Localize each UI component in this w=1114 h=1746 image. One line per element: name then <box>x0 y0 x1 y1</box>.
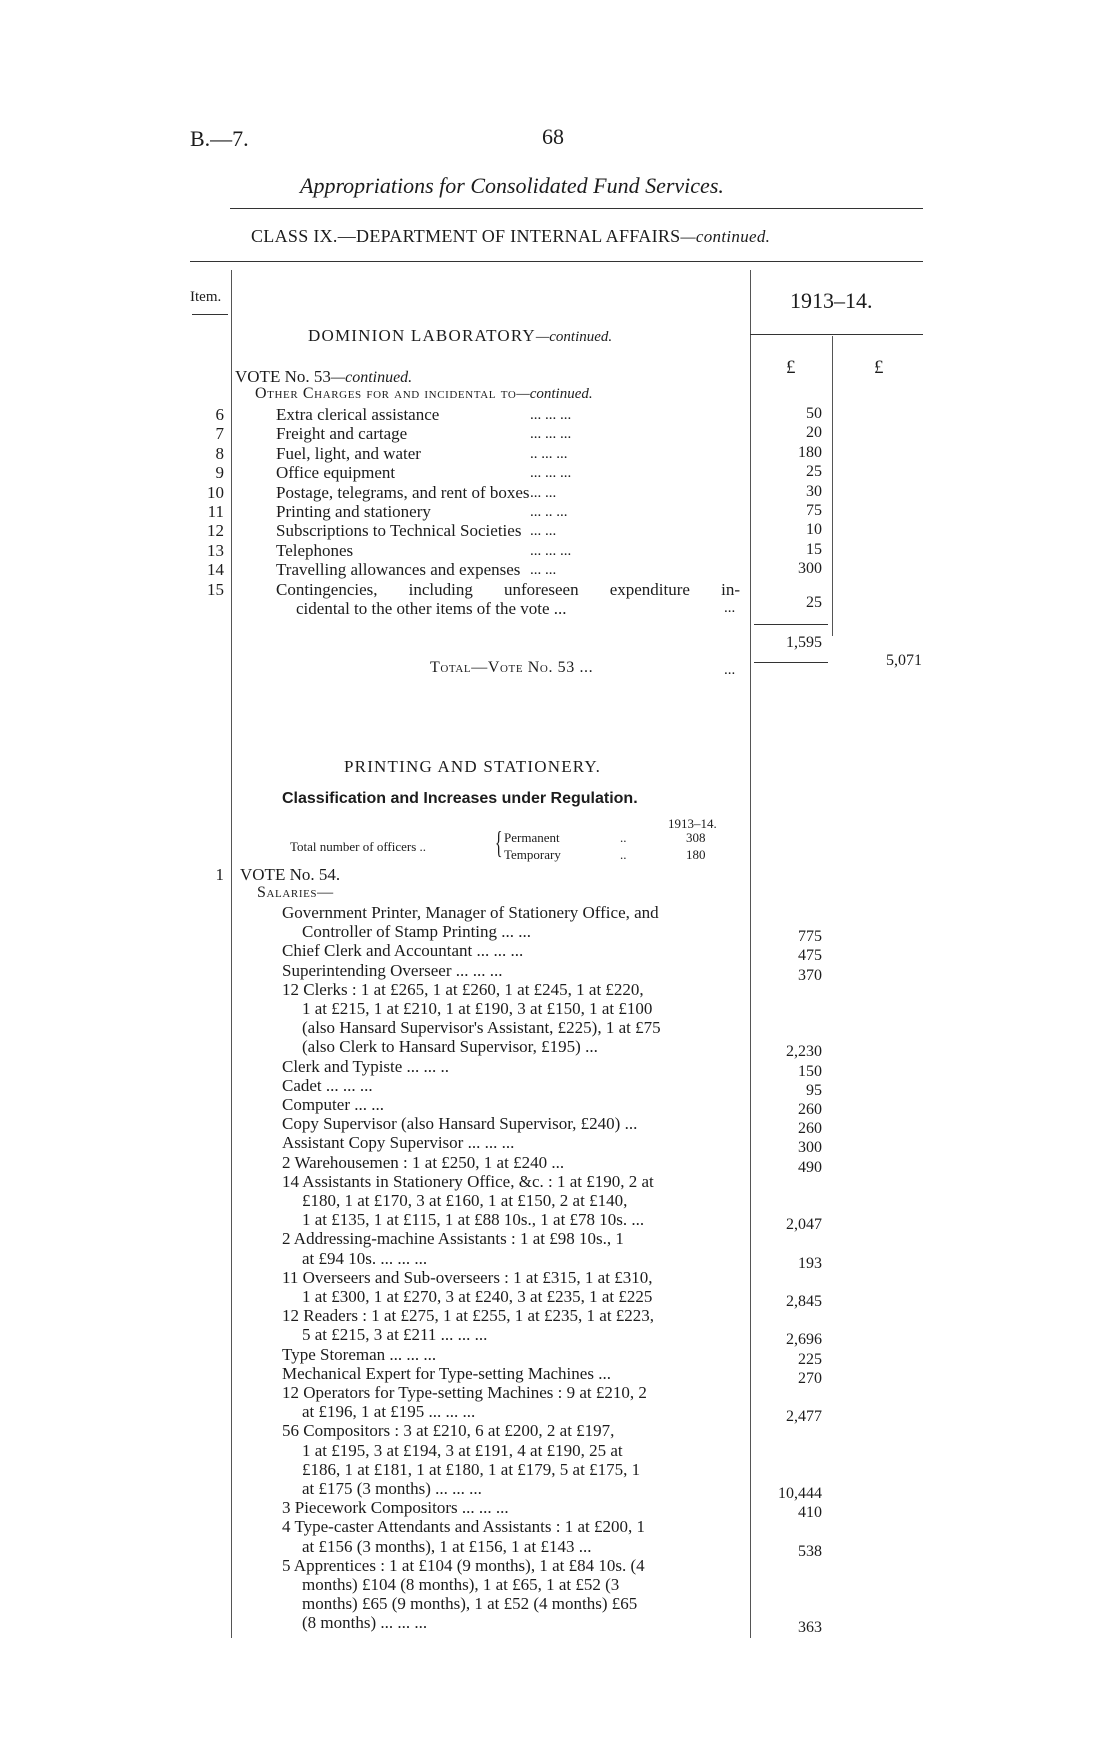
dot-leader: ... ... ... <box>530 542 572 559</box>
other-charges-suffix: —continued. <box>516 386 593 402</box>
contingencies-amount: 25 <box>806 594 822 611</box>
salary-amount: 260 <box>798 1101 822 1118</box>
salary-line: (also Hansard Supervisor's Assistant, £225), 1 at £75 <box>302 1018 661 1038</box>
currency-symbol-1: £ <box>786 357 796 378</box>
item-column-divider <box>231 270 232 1638</box>
item-description: Printing and stationery <box>276 502 431 521</box>
item-column-header: Item. <box>190 289 222 305</box>
item-amount: 10 <box>806 521 822 539</box>
salary-line: at £196, 1 at £195 ... ... ... <box>302 1402 476 1422</box>
laboratory-section-title <box>308 326 612 346</box>
item-amount: 180 <box>798 443 822 461</box>
salary-line: 12 Readers : 1 at £275, 1 at £255, 1 at £235, 1 at £223, <box>282 1306 655 1326</box>
salary-amount: 95 <box>806 1081 822 1099</box>
contingencies-line-1 <box>276 580 740 600</box>
salary-amount: 2,696 <box>786 1331 822 1349</box>
salary-line: 1 at £135, 1 at £115, 1 at £88 10s., 1 at £78 10s. ... <box>302 1210 645 1230</box>
salary-line: Chief Clerk and Accountant ... ... ... <box>282 941 524 961</box>
item-number: 12 <box>207 521 224 541</box>
item-number: 11 <box>207 502 224 521</box>
temporary-count: 180 <box>686 847 706 862</box>
vote-53-total-leader: ... <box>724 662 736 678</box>
permanent-leader: .. <box>620 830 627 845</box>
classification-heading: Classification and Increases under Regulation. <box>282 790 638 807</box>
salary-amount: 193 <box>798 1254 822 1272</box>
vote-53-total-label: Total—Vote No. 53 ... <box>430 659 594 676</box>
salary-amount: 2,845 <box>786 1293 822 1310</box>
dot-leader: ... ... ... <box>530 465 572 482</box>
salary-line: months) £65 (9 months), 1 at £52 (4 months) £65 <box>302 1594 638 1614</box>
item-number: 1 <box>215 865 224 884</box>
dot-leader: ... ... ... <box>530 426 572 443</box>
item-number: 8 <box>215 443 224 463</box>
salary-amount: 150 <box>798 1062 822 1080</box>
salary-line: Clerk and Typiste ... ... .. <box>282 1056 450 1076</box>
dot-leader: .. ... ... <box>530 445 568 462</box>
item-amount: 15 <box>806 540 822 558</box>
document-code: B.—7. <box>190 126 249 151</box>
salary-line: 3 Piecework Compositors ... ... ... <box>282 1498 509 1518</box>
salary-line: at £175 (3 months) ... ... ... <box>302 1479 482 1498</box>
item-amount: 75 <box>806 502 822 519</box>
item-number: 9 <box>215 463 224 483</box>
salary-amount: 2,047 <box>786 1216 822 1234</box>
salary-amount: 2,230 <box>786 1043 822 1061</box>
salary-line: Computer ... ... <box>282 1095 384 1114</box>
officers-year: 1913–14. <box>668 816 717 831</box>
other-charges-text: Other Charges for and incidental to <box>255 385 517 402</box>
dot-leader: ... ... <box>530 523 557 540</box>
salary-line: 2 Warehousemen : 1 at £250, 1 at £240 ... <box>282 1152 565 1172</box>
salary-line: 5 Apprentices : 1 at £104 (9 months), 1 at £84 10s. (4 <box>282 1555 645 1575</box>
item-description: Extra clerical assistance <box>276 405 440 424</box>
printing-section-title: PRINTING AND STATIONERY. <box>344 757 602 776</box>
contingencies-line-1-text: Contingencies, including unforeseen expenditure in- <box>276 580 740 599</box>
vote-53-text: VOTE No. 53 <box>235 367 331 386</box>
salary-line: 11 Overseers and Sub-overseers : 1 at £315, 1 at £310, <box>282 1267 653 1287</box>
salary-line: £186, 1 at £181, 1 at £180, 1 at £179, 5 at £175, 1 <box>302 1459 641 1479</box>
page-title: Appropriations for Consolidated Fund Services. <box>300 173 724 198</box>
salary-line: 1 at £195, 3 at £194, 3 at £191, 4 at £190, 25 at <box>302 1440 623 1460</box>
salary-amount: 2,477 <box>786 1408 822 1426</box>
class-heading <box>251 226 770 247</box>
salary-line: 1 at £215, 1 at £210, 1 at £190, 3 at £150, 1 at £100 <box>302 999 653 1018</box>
vote-54-label: VOTE No. 54. <box>240 865 341 884</box>
salary-line: 1 at £300, 1 at £270, 3 at £240, 3 at £235, 1 at £225 <box>302 1287 653 1306</box>
class-rule <box>190 261 923 262</box>
salary-amount: 10,444 <box>778 1485 822 1502</box>
salary-amount: 475 <box>798 947 822 965</box>
subtotal-rule <box>754 624 828 625</box>
item-header-underline <box>192 314 228 315</box>
laboratory-title-suffix: —continued. <box>535 329 613 345</box>
currency-symbol-2: £ <box>874 357 884 378</box>
item-number: 6 <box>215 405 224 424</box>
officers-brace: { <box>494 824 503 860</box>
salary-amount: 775 <box>798 928 822 946</box>
class-heading-suffix: —continued. <box>680 227 771 246</box>
salary-amount: 370 <box>798 966 822 984</box>
salary-line: 5 at £215, 3 at £211 ... ... ... <box>302 1325 488 1345</box>
item-description: Postage, telegrams, and rent of boxes <box>276 482 530 502</box>
salary-line: Superintending Overseer ... ... ... <box>282 960 503 980</box>
item-number: 13 <box>207 540 224 560</box>
salary-line: 2 Addressing-machine Assistants : 1 at £98 10s., 1 <box>282 1229 624 1249</box>
item-amount: 300 <box>798 560 822 578</box>
salary-line: at £156 (3 months), 1 at £156, 1 at £143 ... <box>302 1536 592 1556</box>
salary-line: Copy Supervisor (also Hansard Supervisor, £240) ... <box>282 1114 638 1134</box>
contingencies-line-2: cidental to the other items of the vote ... <box>296 599 567 618</box>
officers-label: Total number of officers .. <box>290 839 427 854</box>
amount-column-divider-left <box>750 270 751 1638</box>
temporary-label: Temporary <box>504 847 561 862</box>
year-column-header: 1913–14. <box>790 288 873 313</box>
salary-amount: 270 <box>798 1369 822 1387</box>
salary-amount: 363 <box>798 1619 822 1637</box>
salary-line: Mechanical Expert for Type-setting Machines ... <box>282 1363 611 1383</box>
salary-line: Cadet ... ... ... <box>282 1075 373 1095</box>
salary-amount: 490 <box>798 1158 822 1176</box>
salary-amount: 260 <box>798 1120 822 1138</box>
item-number: 7 <box>215 424 224 444</box>
item-description: Subscriptions to Technical Societies <box>276 521 522 541</box>
salary-line: Controller of Stamp Printing ... ... <box>302 922 532 942</box>
laboratory-title-text: DOMINION LABORATORY <box>308 326 536 345</box>
salary-line: 12 Operators for Type-setting Machines : 9 at £210, 2 <box>282 1383 647 1402</box>
vote-53-label <box>235 367 412 387</box>
temporary-leader: .. <box>620 847 627 862</box>
contingencies-leader: ... <box>724 600 736 616</box>
item-amount: 25 <box>806 463 822 481</box>
permanent-label: Permanent <box>504 830 560 845</box>
laboratory-subtotal: 1,595 <box>786 634 822 651</box>
item-description: Freight and cartage <box>276 424 408 444</box>
salary-line: £180, 1 at £170, 3 at £160, 1 at £150, 2 at £140, <box>302 1191 628 1210</box>
item-amount: 20 <box>806 424 822 442</box>
title-rule <box>230 208 923 209</box>
salary-line: (8 months) ... ... ... <box>302 1613 428 1633</box>
dot-leader: ... ... <box>530 484 557 501</box>
item-description: Travelling allowances and expenses <box>276 560 521 580</box>
salary-line: Government Printer, Manager of Stationery Office, and <box>282 903 659 922</box>
salary-line: at £94 10s. ... ... ... <box>302 1248 428 1268</box>
dot-leader: ... ... ... <box>530 407 572 423</box>
permanent-count: 308 <box>686 830 706 845</box>
item-description: Fuel, light, and water <box>276 443 421 463</box>
salary-line: 14 Assistants in Stationery Office, &c. : 1 at £190, 2 at <box>282 1171 654 1191</box>
year-header-rule <box>750 334 923 335</box>
item-description: Telephones <box>276 540 354 560</box>
item-description: Office equipment <box>276 463 396 483</box>
salaries-subheading: Salaries— <box>257 884 334 901</box>
salary-amount: 300 <box>798 1139 822 1157</box>
vote-53-suffix: —continued. <box>330 369 413 386</box>
salary-line: Type Storeman ... ... ... <box>282 1344 437 1364</box>
item-number: 15 <box>207 580 224 599</box>
vote-53-total-amount: 5,071 <box>886 652 922 669</box>
item-number: 14 <box>207 560 224 580</box>
salary-line: 12 Clerks : 1 at £265, 1 at £260, 1 at £245, 1 at £220, <box>282 979 644 999</box>
page-number: 68 <box>542 124 564 149</box>
salary-line: (also Clerk to Hansard Supervisor, £195) ... <box>302 1037 598 1057</box>
amount-column-divider-mid <box>832 336 833 636</box>
other-charges-subheading <box>255 385 593 403</box>
class-heading-text: CLASS IX.—DEPARTMENT OF INTERNAL AFFAIRS <box>251 226 681 246</box>
salary-amount: 538 <box>798 1542 822 1560</box>
salary-line: months) £104 (8 months), 1 at £65, 1 at £52 (3 <box>302 1575 620 1594</box>
dot-leader: ... .. ... <box>530 504 568 520</box>
item-amount: 30 <box>806 482 822 500</box>
subtotal-underline <box>754 662 828 663</box>
salary-line: 56 Compositors : 3 at £210, 6 at £200, 2 at £197, <box>282 1421 615 1441</box>
salary-amount: 410 <box>798 1504 822 1522</box>
item-number: 10 <box>207 482 224 502</box>
salary-amount: 225 <box>798 1350 822 1368</box>
dot-leader: ... ... <box>530 562 557 579</box>
salary-line: Assistant Copy Supervisor ... ... ... <box>282 1133 515 1153</box>
item-amount: 50 <box>806 405 822 422</box>
salary-line: 4 Type-caster Attendants and Assistants : 1 at £200, 1 <box>282 1517 646 1537</box>
